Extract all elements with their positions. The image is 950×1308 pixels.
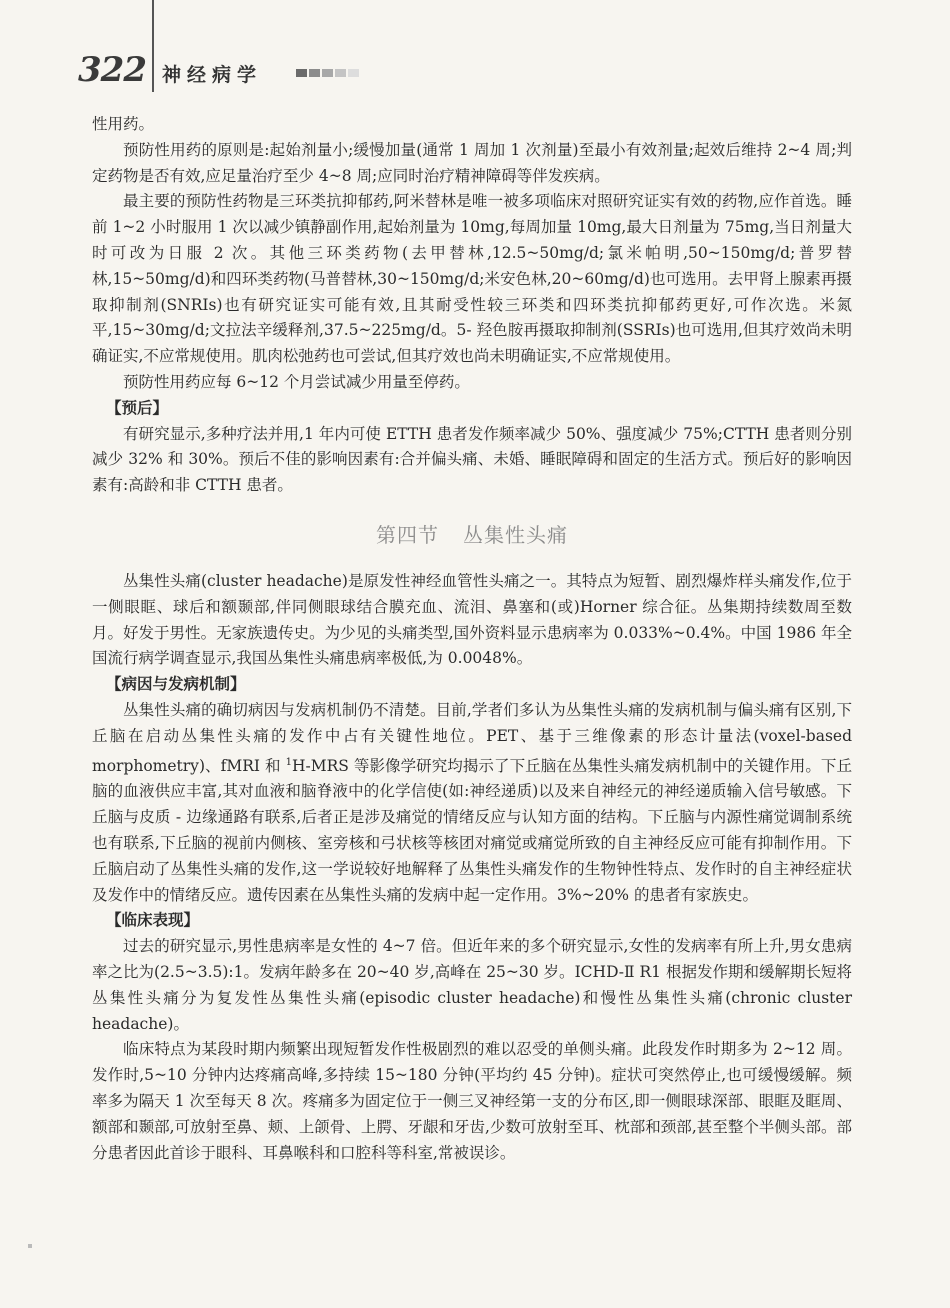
decor-square <box>296 69 307 77</box>
paragraph-prognosis: 有研究显示,多种疗法并用,1 年内可使 ETTH 患者发作频率减少 50%、强度减少 75%;CTTH 患者则分别减少 32% 和 30%。预后不佳的影响因素有:合并偏头痛、未婚、睡眠障碍和固定的生活方式。预后好的影响因素有:高龄和非 CTTH 患者。 <box>92 424 852 495</box>
paragraph-clinical-epidemiology: 过去的研究显示,男性患病率是女性的 4~7 倍。但近年来的多个研究显示,女性的发病率有所上升,男女患病率之比为(2.5~3.5):1。发病年龄多在 20~40 岁,高峰在 25~30 岁。ICHD-Ⅱ R1 根据发作期和缓解期长短将丛集性头痛分为复发性丛集性头痛(episodic cluster headache)和慢性丛集性头痛(chronic cluster headache)。 <box>92 937 852 1033</box>
paragraph-continued: 性用药。 <box>92 115 155 133</box>
page-header <box>78 50 878 100</box>
decor-square <box>322 69 333 77</box>
decor-square <box>309 69 320 77</box>
heading-prognosis: 【预后】 <box>106 398 169 417</box>
paragraph-intro: 丛集性头痛(cluster headache)是原发性神经血管性头痛之一。其特点为短暂、剧烈爆炸样头痛发作,位于一侧眼眶、球后和额颞部,伴同侧眼球结合膜充血、流泪、鼻塞和(或)Horner 综合征。丛集期持续数周至数月。好发于男性。无家族遗传史。为少见的头痛类型,国外资料显示患病率为 0.033%~0.4%。中国 1986 年全国流行病学调查显示,我国丛集性头痛患病率极低,为 0.0048%。 <box>92 571 852 668</box>
section-name: 丛集性头痛 <box>463 522 568 547</box>
header-decoration <box>296 69 359 77</box>
heading-clinical: 【临床表现】 <box>106 911 200 930</box>
page-body <box>92 112 852 1166</box>
paragraph-prevention-principles: 预防性用药的原则是:起始剂量小;缓慢加量(通常 1 周加 1 次剂量)至最小有效剂量;起效后维持 2~4 周;判定药物是否有效,应足量治疗至少 4~8 周;应同时治疗精神障碍等伴发疾病。 <box>92 140 852 185</box>
decor-square <box>335 69 346 77</box>
heading-etiology: 【病因与发病机制】 <box>106 675 246 694</box>
decor-square <box>348 69 359 77</box>
section-title <box>92 521 852 549</box>
book-title: 神经病学 <box>162 64 263 86</box>
scan-mark <box>28 1244 32 1248</box>
superscript-one: 1 <box>285 756 292 768</box>
paragraph-taper: 预防性用药应每 6~12 个月尝试减少用量至停药。 <box>123 372 470 391</box>
paragraph-prevention-drugs: 最主要的预防性药物是三环类抗抑郁药,阿米替林是唯一被多项临床对照研究证实有效的药物,应作首选。睡前 1~2 小时服用 1 次以减少镇静副作用,起始剂量为 10mg,每周加量 10mg,最大日剂量为 75mg,当日剂量大时可改为日服 2 次。其他三环类药物(去甲替林,12.5~50mg/d;氯米帕明,50~150mg/d;普罗替林,15~50mg/d)和四环类药物(马普替林,30~150mg/d;米安色林,20~60mg/d)也可选用。去甲肾上腺素再摄取抑制剂(SNRIs)也有研究证实可能有效,且其耐受性较三环类和四环类抗抑郁药更好,可作次选。米氮平,15~30mg/d;文拉法辛缓释剂,37.5~225mg/d。5- 羟色胺再摄取抑制剂(SSRIs)也可选用,但其疗效尚未明确证实,不应常规使用。肌肉松弛药也可尝试,但其疗效也尚未明确证实,不应常规使用。 <box>92 192 852 366</box>
paragraph-clinical-features: 临床特点为某段时期内频繁出现短暂发作性极剧烈的难以忍受的单侧头痛。此段发作时期多为 2~12 周。发作时,5~10 分钟内达疼痛高峰,多持续 15~180 分钟(平均约 45 分钟)。症状可突然停止,也可缓慢缓解。频率多为隔天 1 次至每天 8 次。疼痛多为固定位于一侧三叉神经第一支的分布区,即一侧眼球深部、眼眶及眶周、额部和颞部,可放射至鼻、颊、上颌骨、上腭、牙龈和牙齿,少数可放射至耳、枕部和颈部,甚至整个半侧头部。部分患者因此首诊于眼科、耳鼻喉科和口腔科等科室,常被误诊。 <box>92 1040 852 1162</box>
etiology-text-b: H-MRS 等影像学研究均揭示了下丘脑在丛集性头痛发病机制中的关键作用。下丘脑的血液供应丰富,其对血液和脑脊液中的化学信使(如:神经递质)以及来自神经元的神经递质输入信号敏感。下丘脑与皮质 - 边缘通路有联系,后者正是涉及痛觉的情绪反应与认知方面的结构。下丘脑与内源性痛觉调制系统也有联系,下丘脑的视前内侧核、室旁核和弓状核等核团对痛觉或痛觉所致的自主神经反应可能有抑制作用。下丘脑启动了丛集性头痛的发作,这一学说较好地解释了丛集性头痛发作的生物钟性特点、发作时的自主神经症状及发作中的情绪反应。遗传因素在丛集性头痛的发病中起一定作用。3%~20% 的患者有家族史。 <box>92 756 853 904</box>
paragraph-etiology <box>92 698 852 909</box>
section-number: 第四节 <box>376 522 439 547</box>
page-number: 322 <box>78 50 146 90</box>
etiology-text-a: 丛集性头痛的确切病因与发病机制仍不清楚。目前,学者们多认为丛集性头痛的发病机制与偏头痛有区别,下丘脑在启动丛集性头痛的发作中占有关键性地位。PET、基于三维像素的形态计量法(voxel-based morphometry)、fMRI 和 <box>92 700 852 775</box>
header-divider <box>152 0 154 92</box>
